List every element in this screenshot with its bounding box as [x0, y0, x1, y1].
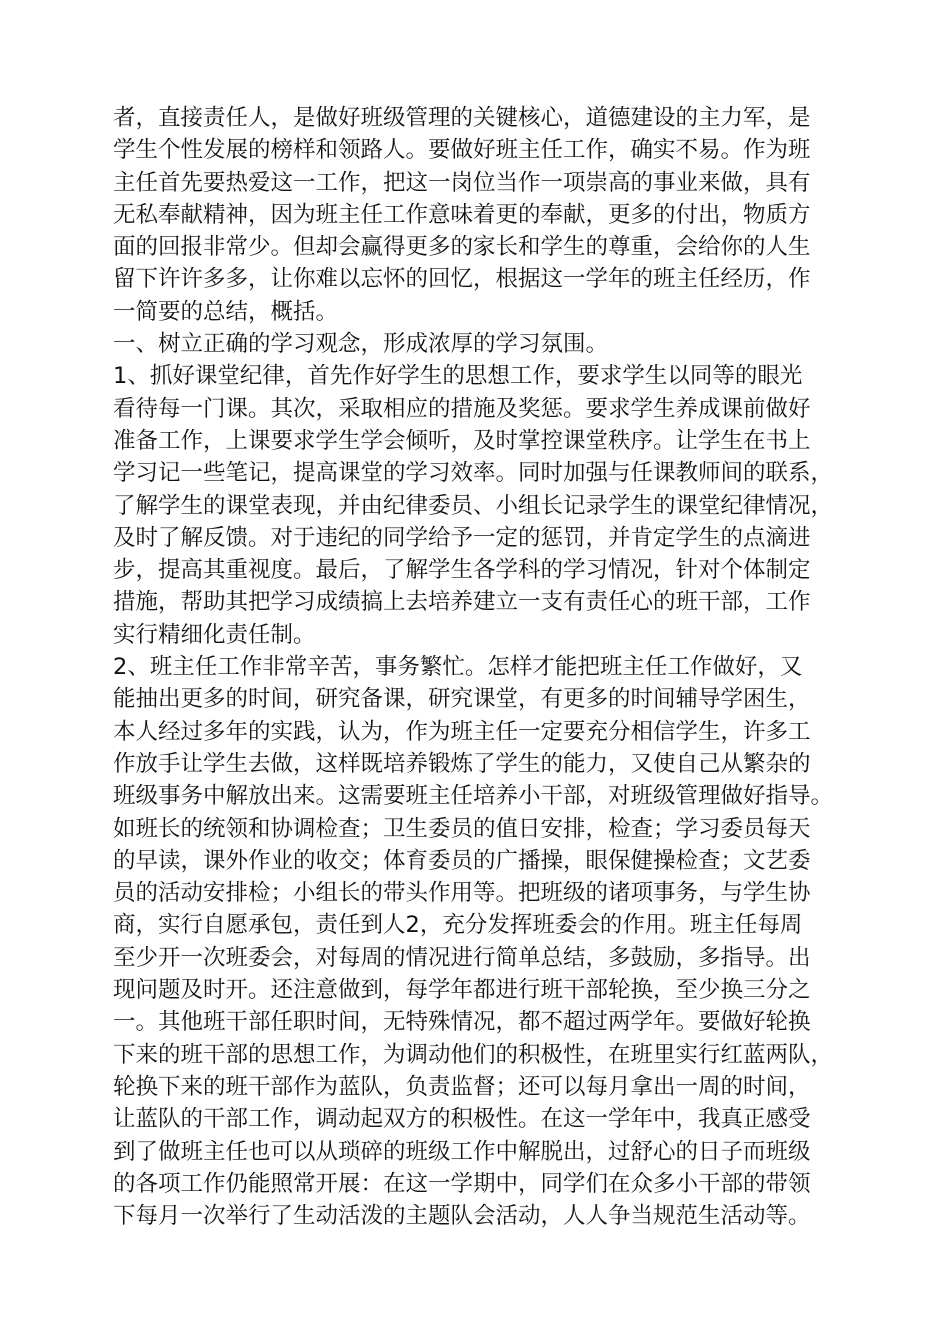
text-line: 准备工作，上课要求学生学会倾听，及时掌控课堂秩序。让学生在书上 [113, 427, 811, 454]
text-line: 主任首先要热爱这一工作，把这一岗位当作一项崇高的事业来做，具有 [113, 169, 811, 196]
body-text [113, 102, 853, 1232]
text-line: 员的活动安排检；小组长的带头作用等。把班级的诸项事务，与学生协 [113, 880, 811, 907]
text-line: 让蓝队的干部工作，调动起双方的积极性。在这一学年中，我真正感受 [113, 1106, 811, 1133]
text-line: 班级事务中解放出来。这需要班主任培养小干部，对班级管理做好指导。 [113, 783, 834, 810]
text-line: 了解学生的课堂表现，并由纪律委员、小组长记录学生的课堂纪律情况， [113, 492, 834, 519]
text-line: 实行精细化责任制。 [113, 621, 316, 648]
text-line: 下每月一次举行了生动活泼的主题队会活动，人人争当规范生活动等。 [113, 1203, 811, 1230]
text-line: 作放手让学生去做，这样既培养锻炼了学生的能力，又使自己从繁杂的 [113, 750, 811, 777]
text-line: 本人经过多年的实践，认为，作为班主任一定要充分相信学生，许多工 [113, 718, 811, 745]
text-line: 学习记一些笔记，提高课堂的学习效率。同时加强与任课教师间的联系， [113, 460, 834, 487]
text-line: 能抽出更多的时间，研究备课，研究课堂，有更多的时间辅导学困生， [113, 686, 811, 713]
text-line: 措施，帮助其把学习成绩搞上去培养建立一支有责任心的班干部，工作 [113, 589, 811, 616]
text-line: 一。其他班干部任职时间，无特殊情况，都不超过两学年。要做好轮换 [113, 1009, 811, 1036]
text-line: 1、抓好课堂纪律，首先作好学生的思想工作，要求学生以同等的眼光 [113, 363, 803, 390]
text-line: 轮换下来的班干部作为蓝队，负责监督；还可以每月拿出一周的时间， [113, 1073, 811, 1100]
text-line: 如班长的统领和协调检查；卫生委员的值日安排，检查；学习委员每天 [113, 815, 811, 842]
text-line: 及时了解反馈。对于违纪的同学给予一定的惩罚，并肯定学生的点滴进 [113, 524, 811, 551]
text-line: 到了做班主任也可以从琐碎的班级工作中解脱出，过舒心的日子而班级 [113, 1138, 811, 1165]
text-line: 2、班主任工作非常辛苦，事务繁忙。怎样才能把班主任工作做好，又 [113, 654, 803, 681]
text-line: 至少开一次班委会，对每周的情况进行简单总结，多鼓励，多指导。出 [113, 944, 811, 971]
text-line: 面的回报非常少。但却会赢得更多的家长和学生的尊重，会给你的人生 [113, 234, 811, 261]
text-line: 步，提高其重视度。最后，了解学生各学科的学习情况，针对个体制定 [113, 557, 811, 584]
text-line: 的各项工作仍能照常开展：在这一学期中，同学们在众多小干部的带领 [113, 1170, 811, 1197]
text-line: 学生个性发展的榜样和领路人。要做好班主任工作，确实不易。作为班 [113, 137, 811, 164]
text-line: 留下许许多多，让你难以忘怀的回忆，根据这一学年的班主任经历，作 [113, 266, 811, 293]
text-line: 下来的班干部的思想工作，为调动他们的积极性，在班里实行红蓝两队， [113, 1041, 834, 1068]
text-line: 无私奉献精神，因为班主任工作意味着更的奉献，更多的付出，物质方 [113, 201, 811, 228]
text-line: 现问题及时开。还注意做到，每学年都进行班干部轮换，至少换三分之 [113, 977, 811, 1004]
text-line: 的早读，课外作业的收交；体育委员的广播操，眼保健操检查；文艺委 [113, 847, 811, 874]
text-line: 者，直接责任人，是做好班级管理的关键核心，道德建设的主力军，是 [113, 105, 811, 131]
text-line: 商，实行自愿承包，责任到人2，充分发挥班委会的作用。班主任每周 [113, 912, 803, 939]
section-heading: 一、树立正确的学习观念，形成浓厚的学习氛围。 [113, 331, 609, 358]
text-line: 看待每一门课。其次，采取相应的措施及奖惩。要求学生养成课前做好 [113, 395, 811, 422]
text-line: 一简要的总结，概括。 [113, 298, 339, 325]
